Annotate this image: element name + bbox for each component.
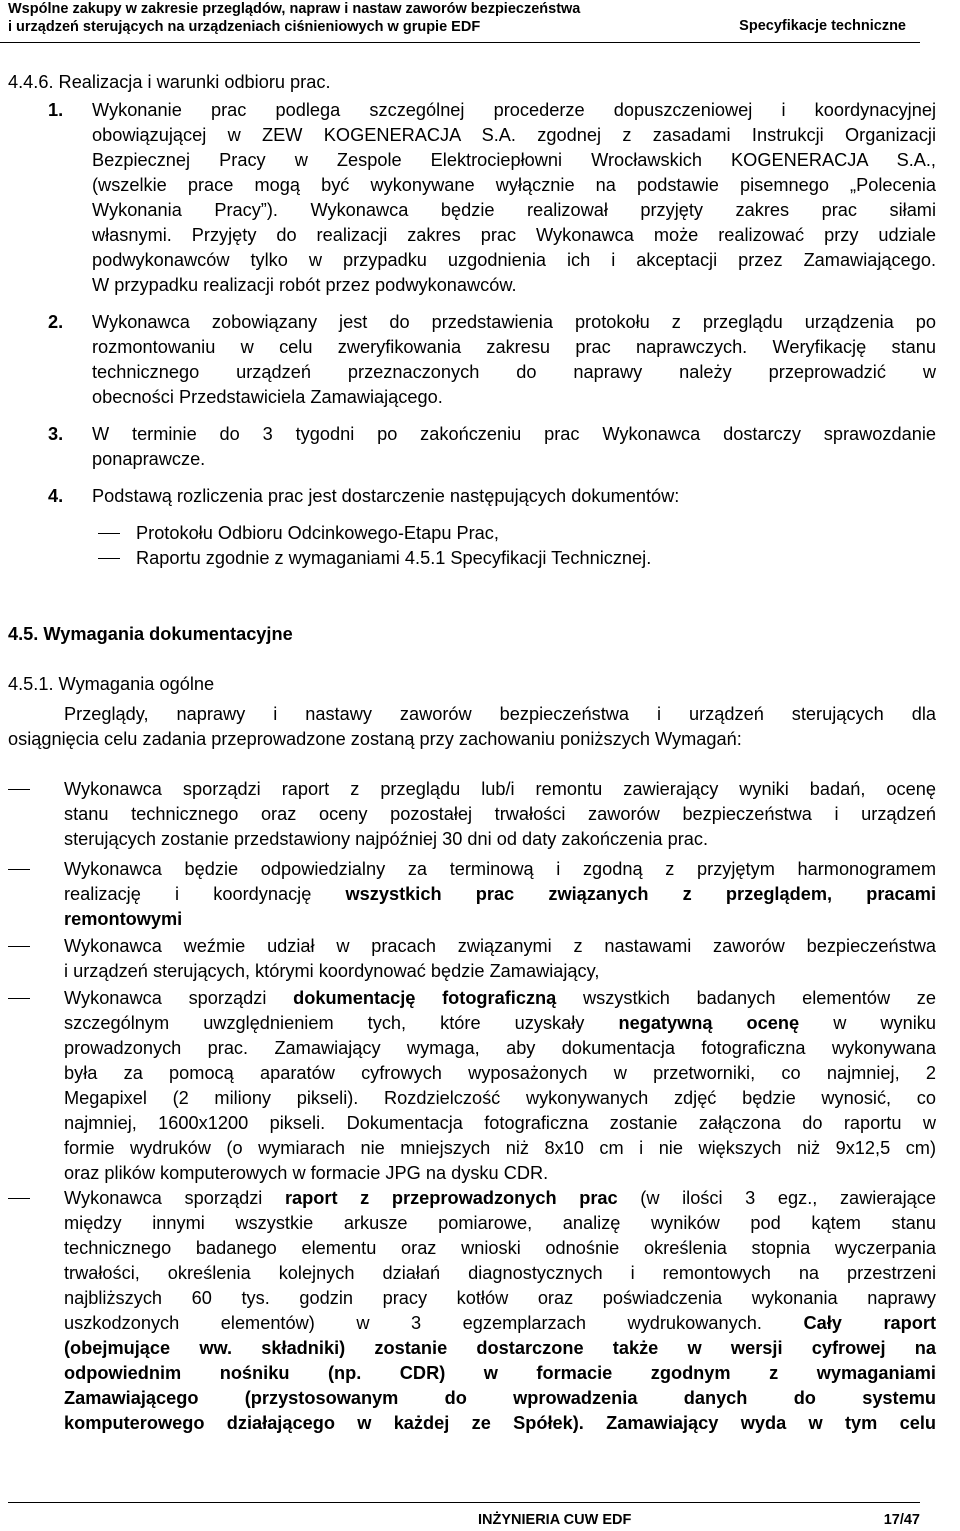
document-item: Raportu zgodnie z wymaganiami 4.5.1 Specyfikacji Technicznej. — [136, 548, 652, 568]
section-451-heading: 4.5.1. Wymagania ogólne — [8, 674, 215, 694]
bullet-2-line: remontowymi — [64, 909, 183, 929]
bullet-5-line: odpowiednim nośniku (np. CDR) w formacie zgodnym z wymaganiami — [64, 1363, 936, 1383]
item-4-number: 4. — [48, 486, 64, 506]
bullet-5-line — [64, 1311, 936, 1335]
bullet-4-bold-text: dokumentację fotograficzną — [293, 988, 557, 1008]
bullet-5-text: uszkodzonych elementów) w 3 egzemplarzach wydrukowanych. — [64, 1313, 804, 1333]
bullet-4-bold-text: negatywną ocenę — [618, 1013, 800, 1033]
intro-text: osiągnięcia celu zadania przeprowadzone zostaną przy zachowaniu poniższych Wymagań: — [8, 729, 742, 749]
page-header — [0, 0, 920, 44]
bullet-2-bold-text: wszystkich prac związanych z przeglądem, pracami — [345, 884, 936, 904]
bullet-5-line: Zamawiającego (przystosowanym do wprowadzenia danych do systemu — [64, 1388, 936, 1408]
bullet-4-text: Wykonawca sporządzi — [64, 988, 294, 1008]
document-item: Protokołu Odbioru Odcinkowego-Etapu Prac, — [136, 523, 499, 543]
dash-bullet — [8, 789, 30, 790]
item-1-line: Wykonania Pracy”). Wykonawca będzie realizował przyjęty zakres prac siłami — [92, 200, 936, 220]
dash-bullet — [8, 998, 30, 999]
item-1-line: Wykonanie prac podlega szczególnej procederze dopuszczeniowej i koordynacyjnej — [92, 100, 936, 120]
header-doc-type: Specyfikacje techniczne — [739, 18, 906, 34]
bullet-4-text: szczególnym uwzględnieniem tych, które uzyskały — [64, 1013, 619, 1033]
bullet-2-line: Wykonawca będzie odpowiedzialny za terminową i zgodną z przyjętym harmonogramem — [64, 859, 936, 879]
bullet-2-text: realizację i koordynację — [64, 884, 346, 904]
dash-bullet — [8, 946, 30, 947]
item-3-line: W terminie do 3 tygodni po zakończeniu prac Wykonawca dostarczy sprawozdanie — [92, 424, 936, 444]
bullet-4-line: formie wydruków (o wymiarach nie mniejszych niż 8x10 cm i nie większych niż 9x12,5 cm) — [64, 1138, 936, 1158]
bullet-4-line: oraz plików komputerowych w formacie JPG na dysku CDR. — [64, 1163, 549, 1183]
bullet-5-text: Wykonawca sporządzi — [64, 1188, 285, 1208]
item-2-number: 2. — [48, 312, 64, 332]
page-number: 17/47 — [883, 1512, 920, 1528]
item-1-line: podwykonawców tylko w przypadku uzgodnienia ich i akceptacji przez Zamawiającego. — [92, 250, 936, 270]
dash-bullet — [98, 533, 120, 534]
bullet-5-bold-text: Cały raport — [803, 1313, 936, 1333]
footer-divider — [8, 1502, 920, 1503]
item-1-line: obowiązującej w ZEW KOGENERACJA S.A. zgodnej z zasadami Instrukcji Organizacji — [92, 125, 936, 145]
bullet-4-line: była za pomocą aparatów cyfrowych wyposażonych w przetworniki, co najmniej, 2 — [64, 1063, 936, 1083]
bullet-4-line: prowadzonych prac. Zamawiający wymaga, aby dokumentacja fotograficzna wykonywana — [64, 1038, 936, 1058]
item-3-line: ponaprawcze. — [92, 449, 206, 469]
bullet-4-text: wszystkich badanych elementów ze — [556, 988, 936, 1008]
header-divider — [0, 42, 920, 43]
item-4-line: Podstawą rozliczenia prac jest dostarczenie następujących dokumentów: — [92, 486, 680, 506]
dash-bullet — [98, 558, 120, 559]
bullet-5-line: trwałości, określenia kolejnych działań diagnostycznych i remontowych na przestrzeni — [64, 1263, 936, 1283]
bullet-5-line: między innymi wszystkie arkusze pomiarowe, analizę wyników pod kątem stanu — [64, 1213, 936, 1233]
item-1-number: 1. — [48, 100, 64, 120]
footer-company: INŻYNIERIA CUW EDF — [478, 1512, 632, 1528]
bullet-3-line: i urządzeń sterujących, którymi koordynować będzie Zamawiający, — [64, 961, 600, 981]
bullet-1-line: Wykonawca sporządzi raport z przeglądu lub/i remontu zawierający wyniki badań, ocenę — [64, 779, 936, 799]
bullet-5-line: komputerowego działającego w każdej ze Spółek). Zamawiający wyda w tym celu — [64, 1413, 936, 1433]
item-3-number: 3. — [48, 424, 64, 444]
header-title-line2: i urządzeń sterujących na urządzeniach ciśnieniowych w grupie EDF — [8, 19, 481, 35]
bullet-5-line: najbliższych 60 tys. godzin pracy kotłów oraz poświadczenia wykonania naprawy — [64, 1288, 936, 1308]
bullet-5-text: (w ilości 3 egz., zawierające — [617, 1188, 936, 1208]
bullet-1-line: stanu technicznego oraz oceny pozostałej trwałości zaworów bezpieczeństwa i urządzeń — [64, 804, 936, 824]
bullet-4-line — [64, 986, 936, 1010]
bullet-1-line: sterujących zostanie przedstawiony najpóźniej 30 dni od daty zakończenia prac. — [64, 829, 709, 849]
header-title-line1: Wspólne zakupy w zakresie przeglądów, napraw i nastaw zaworów bezpieczeństwa — [8, 1, 581, 17]
bullet-4-text: w wyniku — [799, 1013, 936, 1033]
item-2-line: technicznego urządzeń przeznaczonych do naprawy należy przeprowadzić w — [92, 362, 936, 382]
bullet-4-line: najmniej, 1600x1200 pikseli. Dokumentacja fotograficzna zostanie załączona do raportu w — [64, 1113, 936, 1133]
item-2-line: Wykonawca zobowiązany jest do przedstawienia protokołu z przeglądu urządzenia po — [92, 312, 936, 332]
dash-bullet — [8, 1198, 30, 1199]
bullet-2-line — [64, 882, 936, 906]
item-2-line: rozmontowaniu w celu zweryfikowania zakresu prac naprawczych. Weryfikację stanu — [92, 337, 936, 357]
bullet-4-line — [64, 1011, 936, 1035]
bullet-5-bold-text: raport z przeprowadzonych prac — [284, 1188, 618, 1208]
dash-bullet — [8, 869, 30, 870]
item-1-line: W przypadku realizacji robót przez podwykonawców. — [92, 275, 517, 295]
item-1-line: własnymi. Przyjęty do realizacji zakres prac Wykonawca może realizować przy udziale — [92, 225, 936, 245]
section-45-heading: 4.5. Wymagania dokumentacyjne — [8, 624, 293, 644]
bullet-4-line: Megapixel (2 miliony pikseli). Rozdzielczość wykonywanych zdjęć będzie wynosić, co — [64, 1088, 936, 1108]
bullet-5-line — [64, 1186, 936, 1210]
item-1-line: Bezpiecznej Pracy w Zespole Elektrociepłowni Wrocławskich KOGENERACJA S.A., — [92, 150, 936, 170]
intro-text: Przeglądy, naprawy i nastawy zaworów bezpieczeństwa i urządzeń sterujących dla — [64, 704, 936, 724]
item-2-line: obecności Przedstawiciela Zamawiającego. — [92, 387, 443, 407]
item-1-line: (wszelkie prace mogą być wykonywane wyłącznie na podstawie pisemnego „Polecenia — [92, 175, 936, 195]
bullet-3-line: Wykonawca weźmie udział w pracach związanymi z nastawami zaworów bezpieczeństwa — [64, 936, 936, 956]
bullet-5-line: (obejmujące ww. składniki) zostanie dostarczone także w wersji cyfrowej na — [64, 1338, 936, 1358]
bullet-5-line: technicznego badanego elementu oraz wnioski odnośnie określenia stopnia wyczerpania — [64, 1238, 936, 1258]
section-446-heading: 4.4.6. Realizacja i warunki odbioru prac. — [8, 72, 331, 92]
